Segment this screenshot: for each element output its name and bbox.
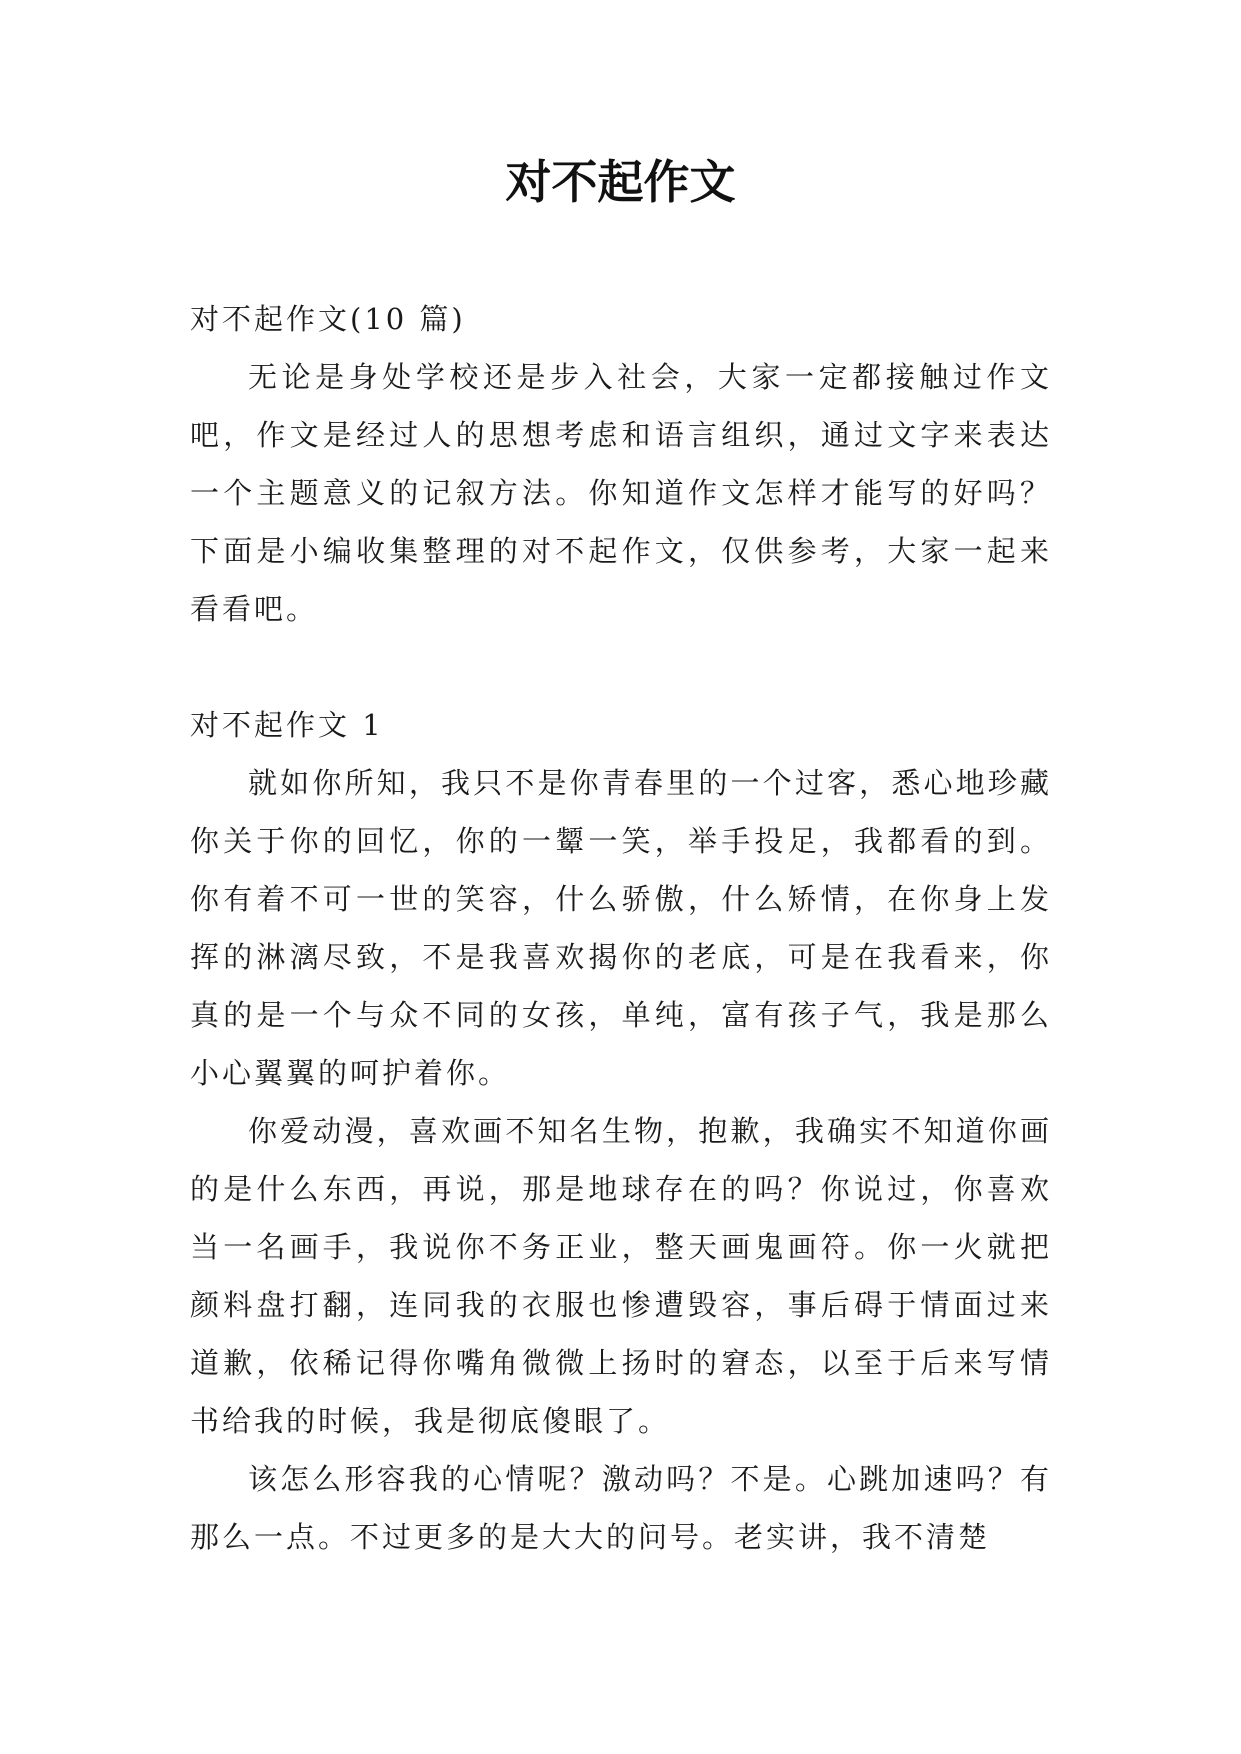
intro-paragraph: 无论是身处学校还是步入社会，大家一定都接触过作文吧，作文是经过人的思想考虑和语言组织，通过文字来表达一个主题意义的记叙方法。你知道作文怎样才能写的好吗？下面是小编收集整理的对不起作文，仅供参考，大家一起来看看吧。	[190, 360, 1052, 626]
section-heading: 对不起作文 1	[190, 708, 384, 742]
body-paragraph: 你爱动漫，喜欢画不知名生物，抱歉，我确实不知道你画的是什么东西，再说，那是地球存在的吗？你说过，你喜欢当一名画手，我说你不务正业，整天画鬼画符。你一火就把颜料盘打翻，连同我的衣服也惨遭毁容，事后碍于情面过来道歉，依稀记得你嘴角微微上扬时的窘态，以至于后来写情书给我的时候，我是彻底傻眼了。	[190, 1114, 1052, 1438]
page-title: 对不起作文	[505, 155, 736, 209]
document-body	[190, 290, 1052, 1566]
document-subtitle: 对不起作文(10 篇)	[190, 302, 466, 336]
body-paragraph: 就如你所知，我只不是你青春里的一个过客，悉心地珍藏你关于你的回忆，你的一颦一笑，举手投足，我都看的到。你有着不可一世的笑容，什么骄傲，什么矫情，在你身上发挥的淋漓尽致，不是我喜欢揭你的老底，可是在我看来，你真的是一个与众不同的女孩，单纯，富有孩子气，我是那么小心翼翼的呵护着你。	[190, 766, 1052, 1090]
body-paragraph: 该怎么形容我的心情呢？激动吗？不是。心跳加速吗？有那么一点。不过更多的是大大的问号。老实讲，我不清楚	[190, 1462, 1052, 1554]
section-spacer	[190, 638, 1052, 696]
